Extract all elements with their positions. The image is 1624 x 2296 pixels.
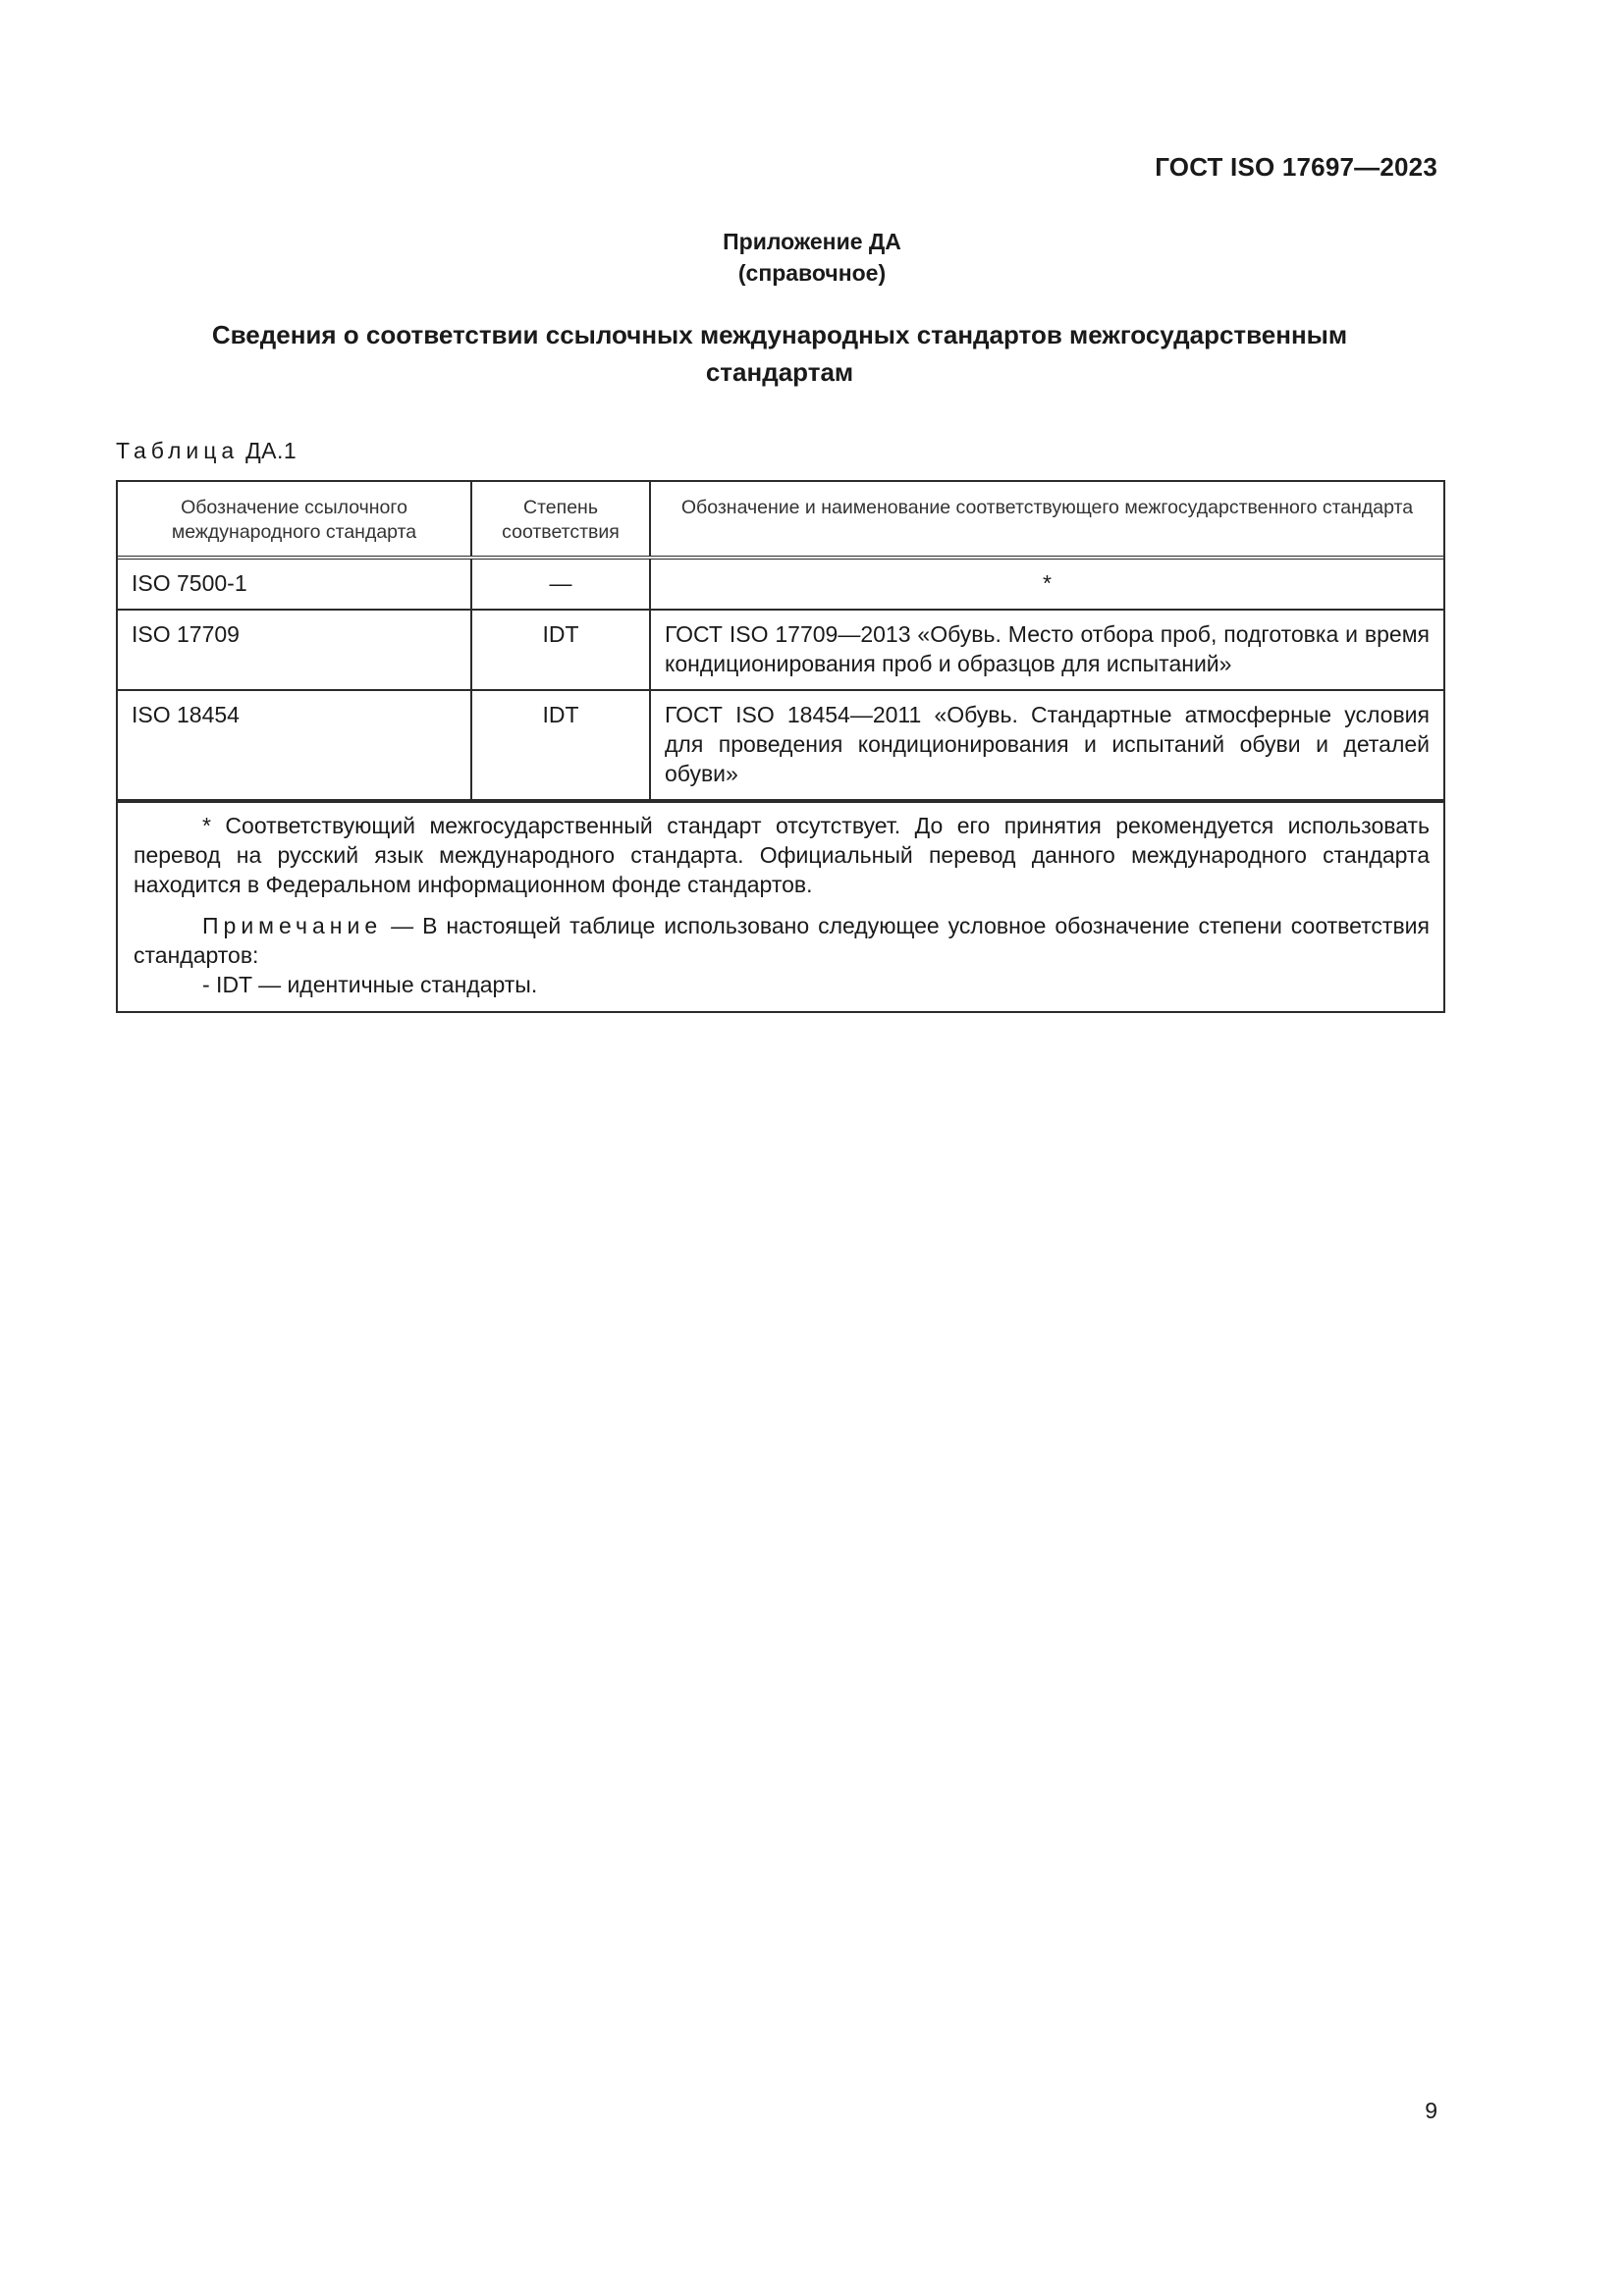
table-row (118, 610, 1443, 690)
header-degree: Степень соответствия (471, 482, 650, 558)
cell-interstate: ГОСТ ISO 18454—2011 «Обувь. Стандартные атмосферные условия для проведения кондиционирования и испытаний обуви и деталей обуви» (650, 690, 1443, 800)
annex-title: Приложение ДА (723, 229, 901, 254)
header-interstate-standard: Обозначение и наименование соответствующего межгосударственного стандарта (650, 482, 1443, 558)
table-note (134, 911, 1430, 970)
table-caption (116, 438, 297, 464)
cell-degree: — (471, 558, 650, 610)
note-text: — В настоящей таблице использовано следующее условное обозначение степени соответствия стандартов: (134, 913, 1430, 968)
annex-heading: Сведения о соответствии ссылочных международных стандартов межгосударственным стандартам (211, 320, 1348, 387)
table-footnotes (118, 801, 1443, 1011)
table-row (118, 558, 1443, 610)
annex-type: (справочное) (737, 260, 887, 286)
document-code: ГОСТ ISO 17697—2023 (1155, 152, 1437, 182)
note-item: - IDT — идентичные стандарты. (202, 972, 538, 997)
header-intl-standard: Обозначение ссылочного международного стандарта (118, 482, 471, 558)
page-number: 9 (1425, 2098, 1437, 2123)
note-label: Примечание (202, 913, 383, 938)
cell-degree: IDT (471, 610, 650, 690)
cell-interstate: * (650, 558, 1443, 610)
cell-interstate: ГОСТ ISO 17709—2013 «Обувь. Место отбора проб, подготовка и время кондиционирования проб и образцов для испытаний» (650, 610, 1443, 690)
table-caption-number: ДА.1 (245, 438, 298, 463)
cell-degree: IDT (471, 690, 650, 800)
cell-intl: ISO 18454 (118, 690, 471, 800)
correspondence-table (116, 480, 1445, 1013)
cell-intl: ISO 7500-1 (118, 558, 471, 610)
table-row (118, 690, 1443, 800)
footnote: * Соответствующий межгосударственный стандарт отсутствует. До его принятия рекомендуется использовать перевод на русский язык международного стандарта. Официальный перевод данного международного стандарта находится в Федеральном информационном фонде стандартов. (134, 813, 1430, 897)
cell-intl: ISO 17709 (118, 610, 471, 690)
table-caption-word: Таблица (116, 438, 240, 463)
